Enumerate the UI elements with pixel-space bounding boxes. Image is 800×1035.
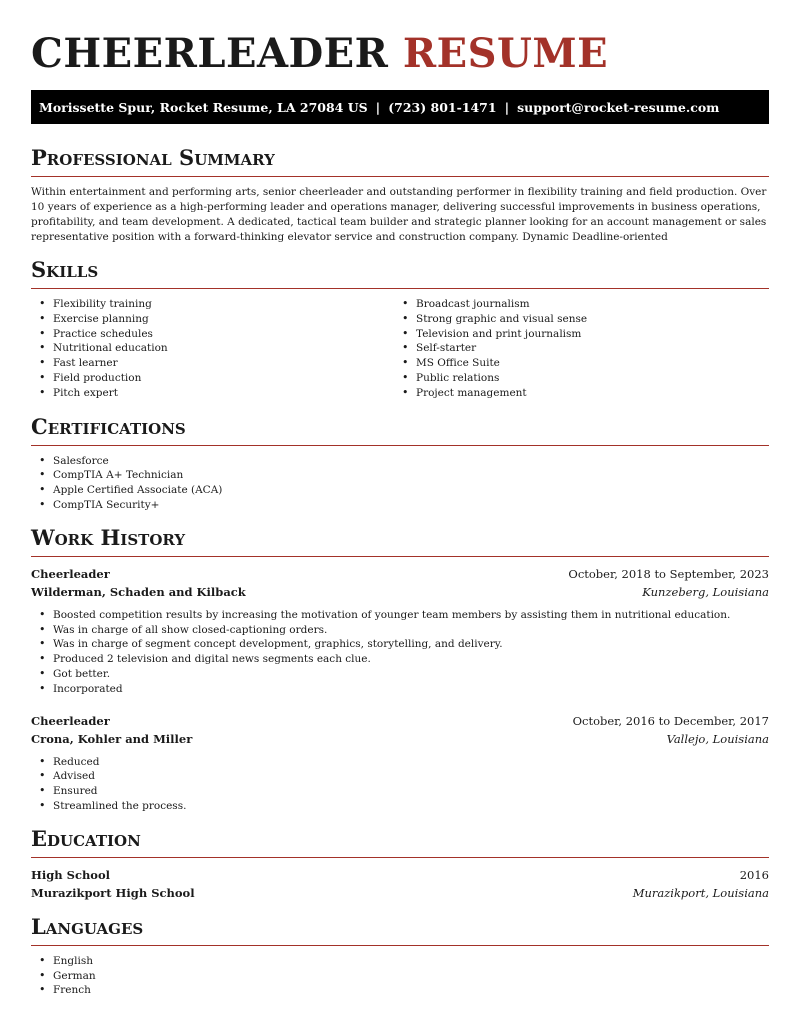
list-item: • Advised	[31, 769, 769, 784]
summary-heading: Professional Summary	[31, 146, 769, 177]
contact-address: Morissette Spur, Rocket Resume, LA 27084 US	[39, 99, 368, 115]
list-item: • Was in charge of all show closed-captioning orders.	[31, 623, 769, 638]
list-item: • Ensured	[31, 784, 769, 799]
list-item: • Streamlined the process.	[31, 799, 769, 814]
education-section	[31, 827, 769, 902]
job-entry	[31, 712, 769, 814]
list-item: • Practice schedules	[31, 327, 394, 342]
list-item: • Reduced	[31, 755, 769, 770]
job-dates: October, 2016 to December, 2017	[572, 713, 769, 728]
list-item: • Salesforce	[31, 454, 769, 469]
summary-text: Within entertainment and performing arts, senior cheerleader and outstanding performer in flexibility training and field production. Over 10 years of experience as a high-performing leader and operations manager, delivering successful improvements in business operations, profitability, and team development. A dedicated, tactical team builder and strategic planner looking for an account management or sales representative position with a forward-thinking elevator service and construction company. Dynamic Deadline-oriented	[31, 186, 767, 243]
list-item: • Exercise planning	[31, 312, 394, 327]
title-accent: RESUME	[402, 30, 609, 77]
skills-section	[31, 258, 769, 401]
job-title: Cheerleader	[31, 566, 110, 581]
skills-grid	[31, 297, 769, 401]
contact-email[interactable]: support@rocket-resume.com	[517, 99, 720, 115]
job-bullets	[31, 755, 769, 814]
education-heading: Education	[31, 827, 769, 858]
list-item: • MS Office Suite	[394, 356, 757, 371]
work-section	[31, 526, 769, 814]
certifications-list	[31, 454, 769, 513]
list-item: • Was in charge of segment concept development, graphics, storytelling, and delivery.	[31, 637, 769, 652]
resume-title	[31, 32, 769, 80]
list-item: • CompTIA A+ Technician	[31, 468, 769, 483]
list-item: • Incorporated	[31, 682, 769, 697]
list-item: • Project management	[394, 386, 757, 401]
job-title: Cheerleader	[31, 713, 110, 728]
list-item: • Nutritional education	[31, 341, 394, 356]
contact-phone[interactable]: (723) 801-1471	[388, 99, 497, 115]
job-company: Wilderman, Schaden and Kilback	[31, 584, 246, 599]
list-item: • Television and print journalism	[394, 327, 757, 342]
list-item: • Produced 2 television and digital news segments each clue.	[31, 652, 769, 667]
title-main: CHEERLEADER	[31, 30, 389, 77]
list-item: • Got better.	[31, 667, 769, 682]
languages-section	[31, 915, 769, 998]
list-item: • Flexibility training	[31, 297, 394, 312]
job-bullets	[31, 608, 769, 697]
job-location: Kunzeberg, Louisiana	[642, 584, 769, 599]
list-item: • Apple Certified Associate (ACA)	[31, 483, 769, 498]
list-item: • Self-starter	[394, 341, 757, 356]
list-item: • Broadcast journalism	[394, 297, 757, 312]
list-item: • CompTIA Security+	[31, 498, 769, 513]
education-year: 2016	[739, 867, 769, 882]
contact-separator: |	[375, 99, 381, 115]
skills-right-list	[394, 297, 757, 401]
languages-list	[31, 954, 769, 998]
skills-heading: Skills	[31, 258, 769, 289]
list-item: • Public relations	[394, 371, 757, 386]
list-item: • English	[31, 954, 769, 969]
job-company: Crona, Kohler and Miller	[31, 731, 193, 746]
job-entry	[31, 565, 769, 697]
contact-separator: |	[504, 99, 510, 115]
job-dates: October, 2018 to September, 2023	[568, 566, 769, 581]
education-degree: High School	[31, 867, 111, 882]
education-location: Murazikport, Louisiana	[632, 885, 769, 900]
contact-bar	[31, 90, 769, 124]
list-item: • Field production	[31, 371, 394, 386]
education-school: Murazikport High School	[31, 885, 195, 900]
summary-section	[31, 146, 769, 245]
job-location: Vallejo, Louisiana	[666, 731, 769, 746]
skills-left-list	[31, 297, 394, 401]
list-item: • Boosted competition results by increasing the motivation of younger team members by assisting them in nutritional education.	[31, 608, 769, 623]
list-item: • Fast learner	[31, 356, 394, 371]
list-item: • French	[31, 983, 769, 998]
work-heading: Work History	[31, 526, 769, 557]
certifications-section	[31, 415, 769, 513]
list-item: • Strong graphic and visual sense	[394, 312, 757, 327]
list-item: • Pitch expert	[31, 386, 394, 401]
list-item: • German	[31, 969, 769, 984]
certifications-heading: Certifications	[31, 415, 769, 446]
languages-heading: Languages	[31, 915, 769, 946]
